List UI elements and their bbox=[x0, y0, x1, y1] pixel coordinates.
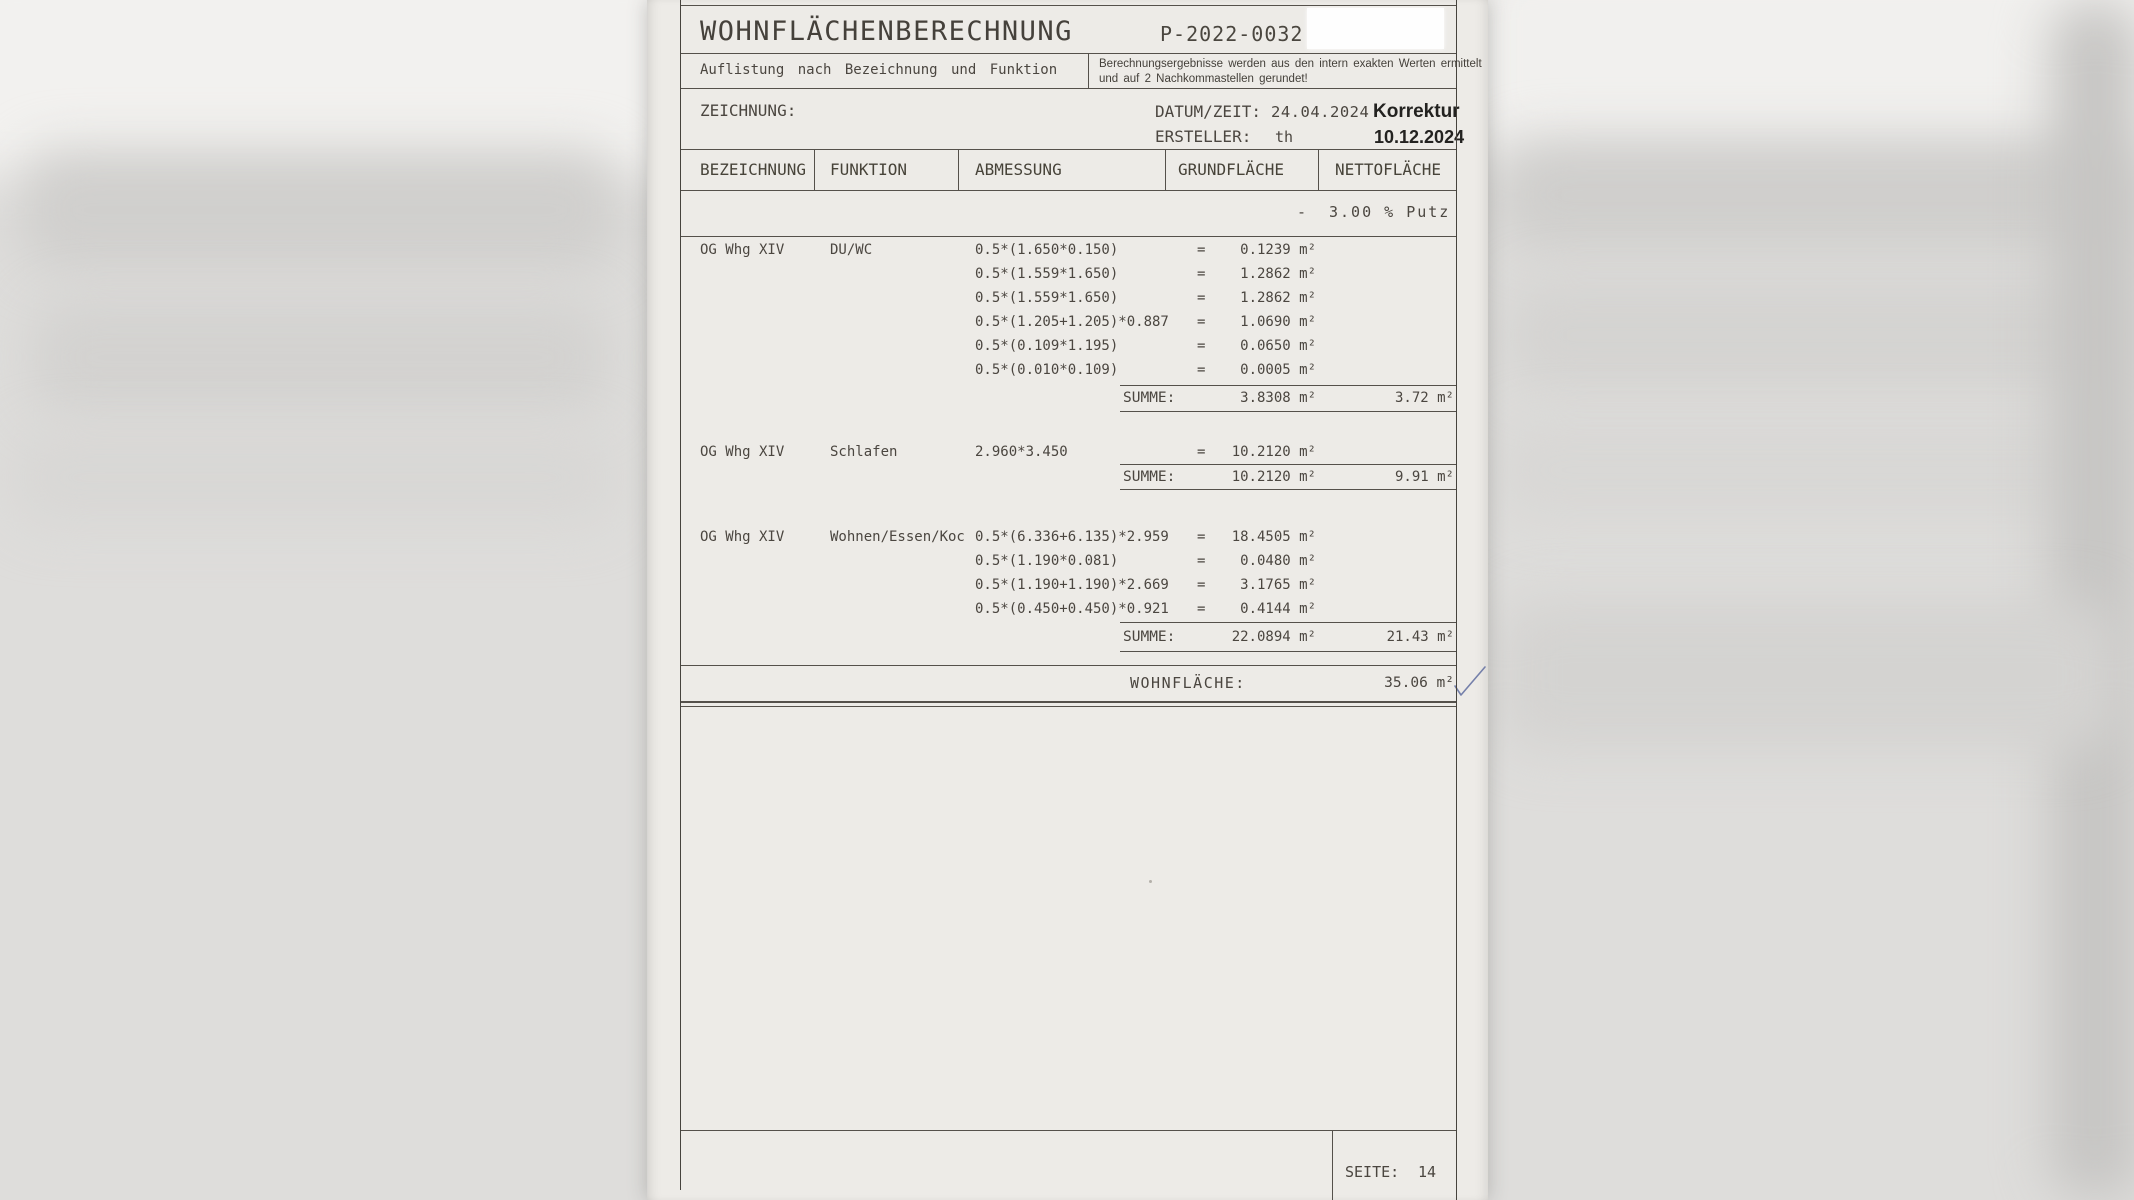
summe-row bbox=[1120, 622, 1456, 652]
summe-label: SUMME: bbox=[1123, 629, 1176, 645]
abmessung-formula: 0.5*(0.010*0.109) bbox=[975, 362, 1119, 378]
horizontal-rule bbox=[680, 190, 1456, 191]
column-header-abmessung: ABMESSUNG bbox=[975, 160, 1062, 179]
summe-grundflaeche-value: 10.2120 m² bbox=[1231, 469, 1316, 485]
abmessung-formula: 0.5*(6.336+6.135)*2.959 bbox=[975, 529, 1169, 545]
equals-sign: = bbox=[1197, 266, 1206, 282]
horizontal-rule bbox=[680, 5, 1456, 6]
summe-nettoflaeche-value: 3.72 m² bbox=[1394, 390, 1454, 406]
calc-row bbox=[647, 597, 1488, 621]
grundflaeche-value: 1.2862 m² bbox=[1240, 266, 1316, 282]
funktion-cell: Schlafen bbox=[830, 444, 898, 460]
grundflaeche-value: 3.1765 m² bbox=[1240, 577, 1316, 593]
summe-label: SUMME: bbox=[1123, 390, 1176, 406]
right-page-border bbox=[1456, 0, 1457, 1200]
zeichnung-label: ZEICHNUNG: bbox=[700, 101, 797, 120]
equals-sign: = bbox=[1197, 362, 1206, 378]
abmessung-formula: 0.5*(0.450+0.450)*0.921 bbox=[975, 601, 1169, 617]
horizontal-rule bbox=[680, 1130, 1456, 1131]
abmessung-formula: 0.5*(1.559*1.650) bbox=[975, 266, 1119, 282]
summe-grundflaeche-value: 3.8308 m² bbox=[1240, 390, 1316, 406]
seite-number: 14 bbox=[1418, 1163, 1437, 1181]
grundflaeche-value: 1.2862 m² bbox=[1240, 290, 1316, 306]
seite-box-separator bbox=[1332, 1130, 1333, 1200]
abmessung-formula: 0.5*(1.205+1.205)*0.887 bbox=[975, 314, 1169, 330]
equals-sign: = bbox=[1197, 553, 1206, 569]
grundflaeche-value: 18.4505 m² bbox=[1231, 529, 1316, 545]
calc-row bbox=[647, 358, 1488, 382]
column-header-grundflaeche: GRUNDFLÄCHE bbox=[1178, 160, 1284, 179]
rounding-note-line2: und auf 2 Nachkommastellen gerundet! bbox=[1099, 73, 1308, 85]
equals-sign: = bbox=[1197, 529, 1206, 545]
putz-minus-sign: - bbox=[1297, 203, 1309, 221]
note-separator bbox=[1088, 53, 1089, 88]
page-title: WOHNFLÄCHENBERECHNUNG bbox=[700, 16, 1073, 47]
calc-row bbox=[647, 573, 1488, 597]
header-column-separator bbox=[1318, 149, 1319, 190]
equals-sign: = bbox=[1197, 242, 1206, 258]
calc-row bbox=[647, 310, 1488, 334]
redaction-box bbox=[1307, 8, 1444, 49]
abmessung-formula: 0.5*(1.650*0.150) bbox=[975, 242, 1119, 258]
funktion-cell: Wohnen/Essen/Koc bbox=[830, 529, 965, 545]
column-header-bezeichnung: BEZEICHNUNG bbox=[700, 160, 806, 179]
backdrop-blob bbox=[1500, 140, 2120, 250]
backdrop-blob bbox=[1500, 600, 2120, 750]
bezeichnung-cell: OG Whg XIV bbox=[700, 444, 785, 460]
korrektur-stamp: Korrektur bbox=[1373, 101, 1460, 122]
calc-row bbox=[647, 334, 1488, 358]
abmessung-formula: 0.5*(1.190+1.190)*2.669 bbox=[975, 577, 1169, 593]
wohnflaeche-value: 35.06 m² bbox=[1384, 675, 1454, 691]
abmessung-formula: 0.5*(0.109*1.195) bbox=[975, 338, 1119, 354]
grundflaeche-value: 0.0650 m² bbox=[1240, 338, 1316, 354]
backdrop-blob bbox=[20, 150, 620, 270]
header-column-separator bbox=[814, 149, 815, 190]
backdrop-blob bbox=[1495, 420, 2125, 520]
subtitle: Auflistung nach Bezeichnung und Funktion bbox=[700, 62, 1058, 78]
column-header-nettoflaeche: NETTOFLÄCHE bbox=[1335, 160, 1441, 179]
equals-sign: = bbox=[1197, 290, 1206, 306]
abmessung-formula: 0.5*(1.559*1.650) bbox=[975, 290, 1119, 306]
bezeichnung-cell: OG Whg XIV bbox=[700, 529, 785, 545]
header-column-separator bbox=[1165, 149, 1166, 190]
summe-nettoflaeche-value: 9.91 m² bbox=[1394, 469, 1454, 485]
document-number: P-2022-0032 bbox=[1160, 22, 1304, 46]
grundflaeche-value: 0.1239 m² bbox=[1240, 242, 1316, 258]
equals-sign: = bbox=[1197, 601, 1206, 617]
calc-row bbox=[647, 262, 1488, 286]
calc-row bbox=[647, 525, 1488, 549]
summe-grundflaeche-value: 22.0894 m² bbox=[1231, 629, 1316, 645]
left-page-border bbox=[680, 0, 681, 1190]
seite-label: SEITE: bbox=[1345, 1163, 1400, 1181]
calc-row bbox=[647, 440, 1488, 464]
backdrop-blob bbox=[1505, 280, 2120, 390]
horizontal-rule bbox=[680, 88, 1456, 89]
horizontal-rule bbox=[680, 665, 1456, 666]
document-page bbox=[647, 0, 1488, 1200]
grundflaeche-value: 1.0690 m² bbox=[1240, 314, 1316, 330]
grundflaeche-value: 0.0005 m² bbox=[1240, 362, 1316, 378]
calc-row bbox=[647, 238, 1488, 262]
backdrop-blob bbox=[10, 430, 620, 525]
horizontal-rule bbox=[680, 149, 1456, 150]
datum-zeit-label: DATUM/ZEIT: bbox=[1155, 102, 1261, 121]
equals-sign: = bbox=[1197, 444, 1206, 460]
grundflaeche-value: 0.4144 m² bbox=[1240, 601, 1316, 617]
funktion-cell: DU/WC bbox=[830, 242, 873, 258]
calc-row bbox=[647, 286, 1488, 310]
ersteller-value: th bbox=[1275, 128, 1294, 146]
summe-row bbox=[1120, 464, 1456, 490]
calc-row bbox=[647, 549, 1488, 573]
datum-zeit-value: 24.04.2024 bbox=[1271, 103, 1370, 121]
summe-row bbox=[1120, 385, 1456, 412]
backdrop-blob bbox=[30, 300, 610, 415]
equals-sign: = bbox=[1197, 314, 1206, 330]
grundflaeche-value: 0.0480 m² bbox=[1240, 553, 1316, 569]
summe-label: SUMME: bbox=[1123, 469, 1176, 485]
column-header-funktion: FUNKTION bbox=[830, 160, 908, 179]
korrektur-date-stamp: 10.12.2024 bbox=[1374, 127, 1465, 147]
ersteller-label: ERSTELLER: bbox=[1155, 127, 1252, 146]
summe-nettoflaeche-value: 21.43 m² bbox=[1386, 629, 1454, 645]
putz-deduction: 3.00 % Putz bbox=[1329, 203, 1451, 221]
backdrop-blob bbox=[1470, 0, 2134, 160]
equals-sign: = bbox=[1197, 577, 1206, 593]
grundflaeche-value: 10.2120 m² bbox=[1231, 444, 1316, 460]
scan-speck bbox=[1149, 880, 1152, 883]
horizontal-rule bbox=[680, 53, 1456, 54]
wohnflaeche-label: WOHNFLÄCHE: bbox=[1130, 674, 1246, 692]
bezeichnung-cell: OG Whg XIV bbox=[700, 242, 785, 258]
abmessung-formula: 0.5*(1.190*0.081) bbox=[975, 553, 1119, 569]
rounding-note-line1: Berechnungsergebnisse werden aus den intern exakten Werten ermittelt bbox=[1099, 58, 1482, 70]
double-rule-top bbox=[680, 701, 1456, 703]
equals-sign: = bbox=[1197, 338, 1206, 354]
header-column-separator bbox=[958, 149, 959, 190]
double-rule-bottom bbox=[680, 706, 1456, 707]
horizontal-rule bbox=[680, 236, 1456, 237]
abmessung-formula: 2.960*3.450 bbox=[975, 444, 1068, 460]
